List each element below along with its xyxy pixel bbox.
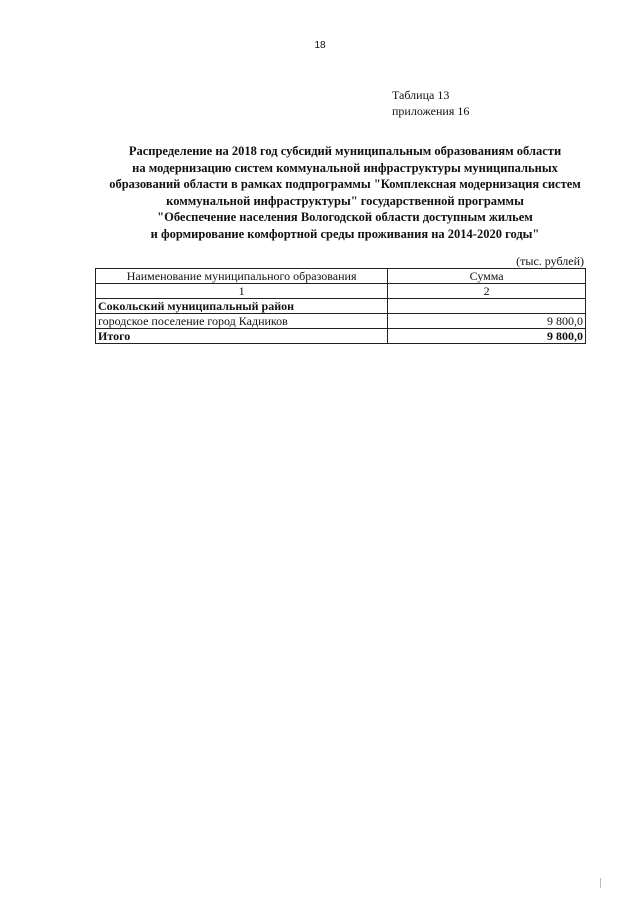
header-sum: Сумма [388, 269, 586, 284]
total-row [96, 329, 586, 344]
table-ref-line-2: приложения 16 [392, 104, 470, 118]
total-sum: 9 800,0 [388, 329, 586, 344]
header-name: Наименование муниципального образования [96, 269, 388, 284]
table-row [96, 299, 586, 314]
column-number-2: 2 [388, 284, 586, 299]
column-number-1: 1 [96, 284, 388, 299]
title-line: на модернизацию систем коммунальной инфраструктуры муниципальных [132, 160, 558, 175]
row-sum: 9 800,0 [388, 314, 586, 329]
title-line: Распределение на 2018 год субсидий муниципальным образованиям области [128, 144, 562, 158]
title-line: и формирование комфортной среды проживания на 2014-2020 годы" [150, 226, 540, 241]
table-row [96, 314, 586, 329]
scan-edge-mark [600, 878, 601, 888]
table-ref-line-1: Таблица 13 [392, 88, 450, 102]
title-line: образований области в рамках подпрограммы "Комплексная модернизация систем [109, 177, 581, 191]
units-label: (тыс. рублей) [516, 254, 584, 268]
title-line: коммунальной инфраструктуры" государственной программы [166, 193, 524, 208]
page-number: 18 [314, 40, 326, 51]
row-sum [388, 299, 586, 314]
document-title [95, 143, 595, 242]
title-line: "Обеспечение населения Вологодской области доступным жильем [157, 210, 533, 224]
table-reference [392, 87, 469, 119]
column-number-row [96, 284, 586, 299]
table-header-row [96, 269, 586, 284]
total-label: Итого [96, 329, 388, 344]
subsidy-table [95, 268, 586, 344]
row-name: Сокольский муниципальный район [96, 299, 388, 314]
row-name: городское поселение город Кадников [96, 314, 388, 329]
